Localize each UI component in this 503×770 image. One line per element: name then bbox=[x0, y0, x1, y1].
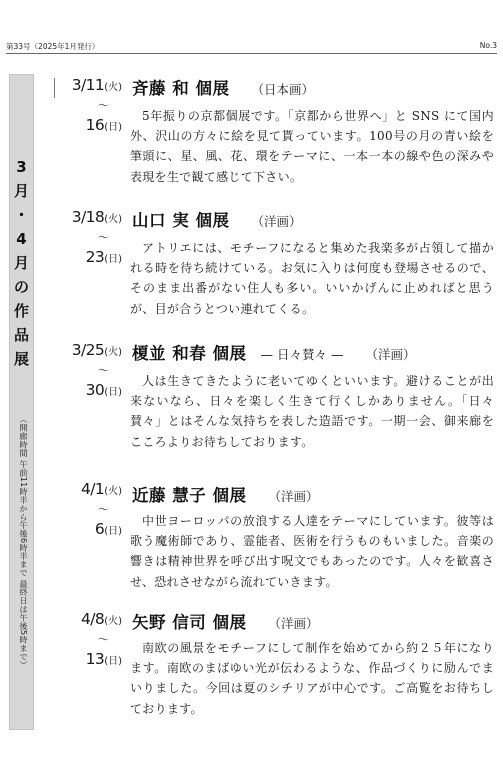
exhibition-genre: （洋画） bbox=[365, 347, 416, 362]
exhibition-description: 中世ヨーロッパの放浪する人達をテーマにしています。彼等は歌う魔術師であり、霊能者、医術を行うものもいました。音楽の響きは精神世界を呼び出す呪文でもあったのです。人々を歓喜させ、恐れさせながら流れていきます。 bbox=[130, 514, 494, 589]
exhibition-dates bbox=[40, 480, 122, 590]
exhibition-dates bbox=[40, 341, 122, 451]
sidebar-title-char: 3 bbox=[16, 158, 27, 176]
exhibition-description: 南欧の風景をモチーフにして制作を始めてから約２５年になります。南欧のまばゆい光が伝わるような、作品づくりに励んでまいりました。今回は夏のシチリアが中心です。ご高覧をお待ちしております。 bbox=[130, 641, 494, 716]
exhibition-entry bbox=[40, 341, 495, 451]
issue-label: 第33号（2025年1月発行） bbox=[6, 42, 100, 51]
header-rule bbox=[6, 53, 497, 54]
exhibition-description: 5年振りの京都個展です。「京都から世界へ」と SNS にて国内外、沢山の方々に絵を見て貰っています。100号の月の青い絵を筆頭に、星、風、花、環をテーマに、一本一本の線や色の深みや表現を生で観て感じて下さい。 bbox=[130, 109, 494, 184]
start-date: 3/11 bbox=[71, 76, 105, 94]
page-header bbox=[6, 41, 497, 53]
end-date: 30 bbox=[85, 381, 105, 399]
start-date: 3/25 bbox=[71, 341, 105, 359]
end-date: 16 bbox=[85, 116, 105, 134]
exhibition-title-row bbox=[132, 609, 319, 633]
end-date: 23 bbox=[85, 248, 105, 266]
sidebar-title bbox=[10, 155, 33, 371]
date-range-tilde: 〜 bbox=[98, 231, 109, 244]
end-date: 13 bbox=[85, 650, 105, 668]
exhibition-genre: （洋画） bbox=[251, 214, 302, 229]
start-date: 4/8 bbox=[81, 610, 105, 628]
date-range-tilde: 〜 bbox=[98, 503, 109, 516]
sidebar-title-char: 品 bbox=[13, 326, 29, 344]
start-weekday: (火) bbox=[104, 616, 122, 627]
exhibition-dates bbox=[40, 208, 122, 318]
exhibition-title: 榎並 和春 個展 bbox=[132, 344, 247, 363]
date-range-tilde: 〜 bbox=[98, 633, 109, 646]
end-weekday: (日) bbox=[104, 656, 122, 667]
sidebar-title-char: 展 bbox=[13, 350, 29, 368]
exhibition-entry bbox=[40, 76, 495, 186]
end-weekday: (日) bbox=[104, 122, 122, 133]
exhibition-genre: （洋画） bbox=[268, 616, 319, 631]
connector-line bbox=[54, 78, 55, 98]
start-weekday: (火) bbox=[104, 82, 122, 93]
exhibition-title-row bbox=[132, 75, 314, 99]
exhibition-title-row bbox=[132, 482, 319, 506]
sidebar-title-char: 作 bbox=[13, 302, 29, 320]
page-number: No.3 bbox=[479, 41, 497, 50]
date-range-tilde: 〜 bbox=[98, 364, 109, 377]
exhibition-genre: （洋画） bbox=[268, 489, 319, 504]
end-weekday: (日) bbox=[104, 254, 122, 265]
exhibition-title-row bbox=[132, 340, 415, 364]
exhibition-dates bbox=[40, 610, 122, 720]
exhibition-title: 山口 実 個展 bbox=[132, 211, 230, 230]
sidebar-title-char: ・ bbox=[13, 206, 29, 224]
exhibition-entry bbox=[40, 480, 495, 590]
start-date: 3/18 bbox=[71, 208, 105, 226]
sidebar-title-char: 月 bbox=[13, 182, 29, 200]
exhibition-entry bbox=[40, 208, 495, 318]
exhibition-title: 近藤 慧子 個展 bbox=[132, 486, 247, 505]
start-weekday: (火) bbox=[104, 214, 122, 225]
exhibition-title: 矢野 信司 個展 bbox=[132, 613, 247, 632]
exhibition-dates bbox=[40, 76, 122, 186]
start-weekday: (火) bbox=[104, 347, 122, 358]
sidebar-title-char: 4 bbox=[16, 230, 27, 248]
exhibition-description: 人は生きてきたように老いてゆくといいます。避けることが出来ないなら、日々を楽しく生きて行くしかありません。「日々賛々」とはそんな気持ちを表した造語です。一期一会、御来廊をこころよりお待ちしております。 bbox=[130, 374, 494, 449]
opening-hours-note: （開廊時間 午前11時半から午後6時半まで 最終日は午後5時まで） bbox=[19, 415, 29, 670]
end-date: 6 bbox=[94, 520, 105, 538]
exhibition-title-row bbox=[132, 207, 302, 231]
sidebar-banner bbox=[9, 74, 34, 730]
end-weekday: (日) bbox=[104, 526, 122, 537]
exhibition-entry bbox=[40, 610, 495, 720]
exhibition-description: アトリエには、モチーフになると集めた我楽多が占領して描かれる時を待ち続けている。お気に入りは何度も登場させるので、そのまま出番がない住人も多い。いいかげんに止めればと思うが、目が合うとつい連れてくる。 bbox=[130, 241, 494, 316]
sidebar-title-char: 月 bbox=[13, 254, 29, 272]
exhibition-subtitle: — 日々賛々 — bbox=[260, 347, 344, 362]
sidebar-title-char: の bbox=[13, 278, 29, 296]
exhibition-genre: （日本画） bbox=[251, 82, 315, 97]
end-weekday: (日) bbox=[104, 387, 122, 398]
start-weekday: (火) bbox=[104, 486, 122, 497]
start-date: 4/1 bbox=[81, 480, 105, 498]
exhibition-title: 斉藤 和 個展 bbox=[132, 79, 230, 98]
date-range-tilde: 〜 bbox=[98, 99, 109, 112]
